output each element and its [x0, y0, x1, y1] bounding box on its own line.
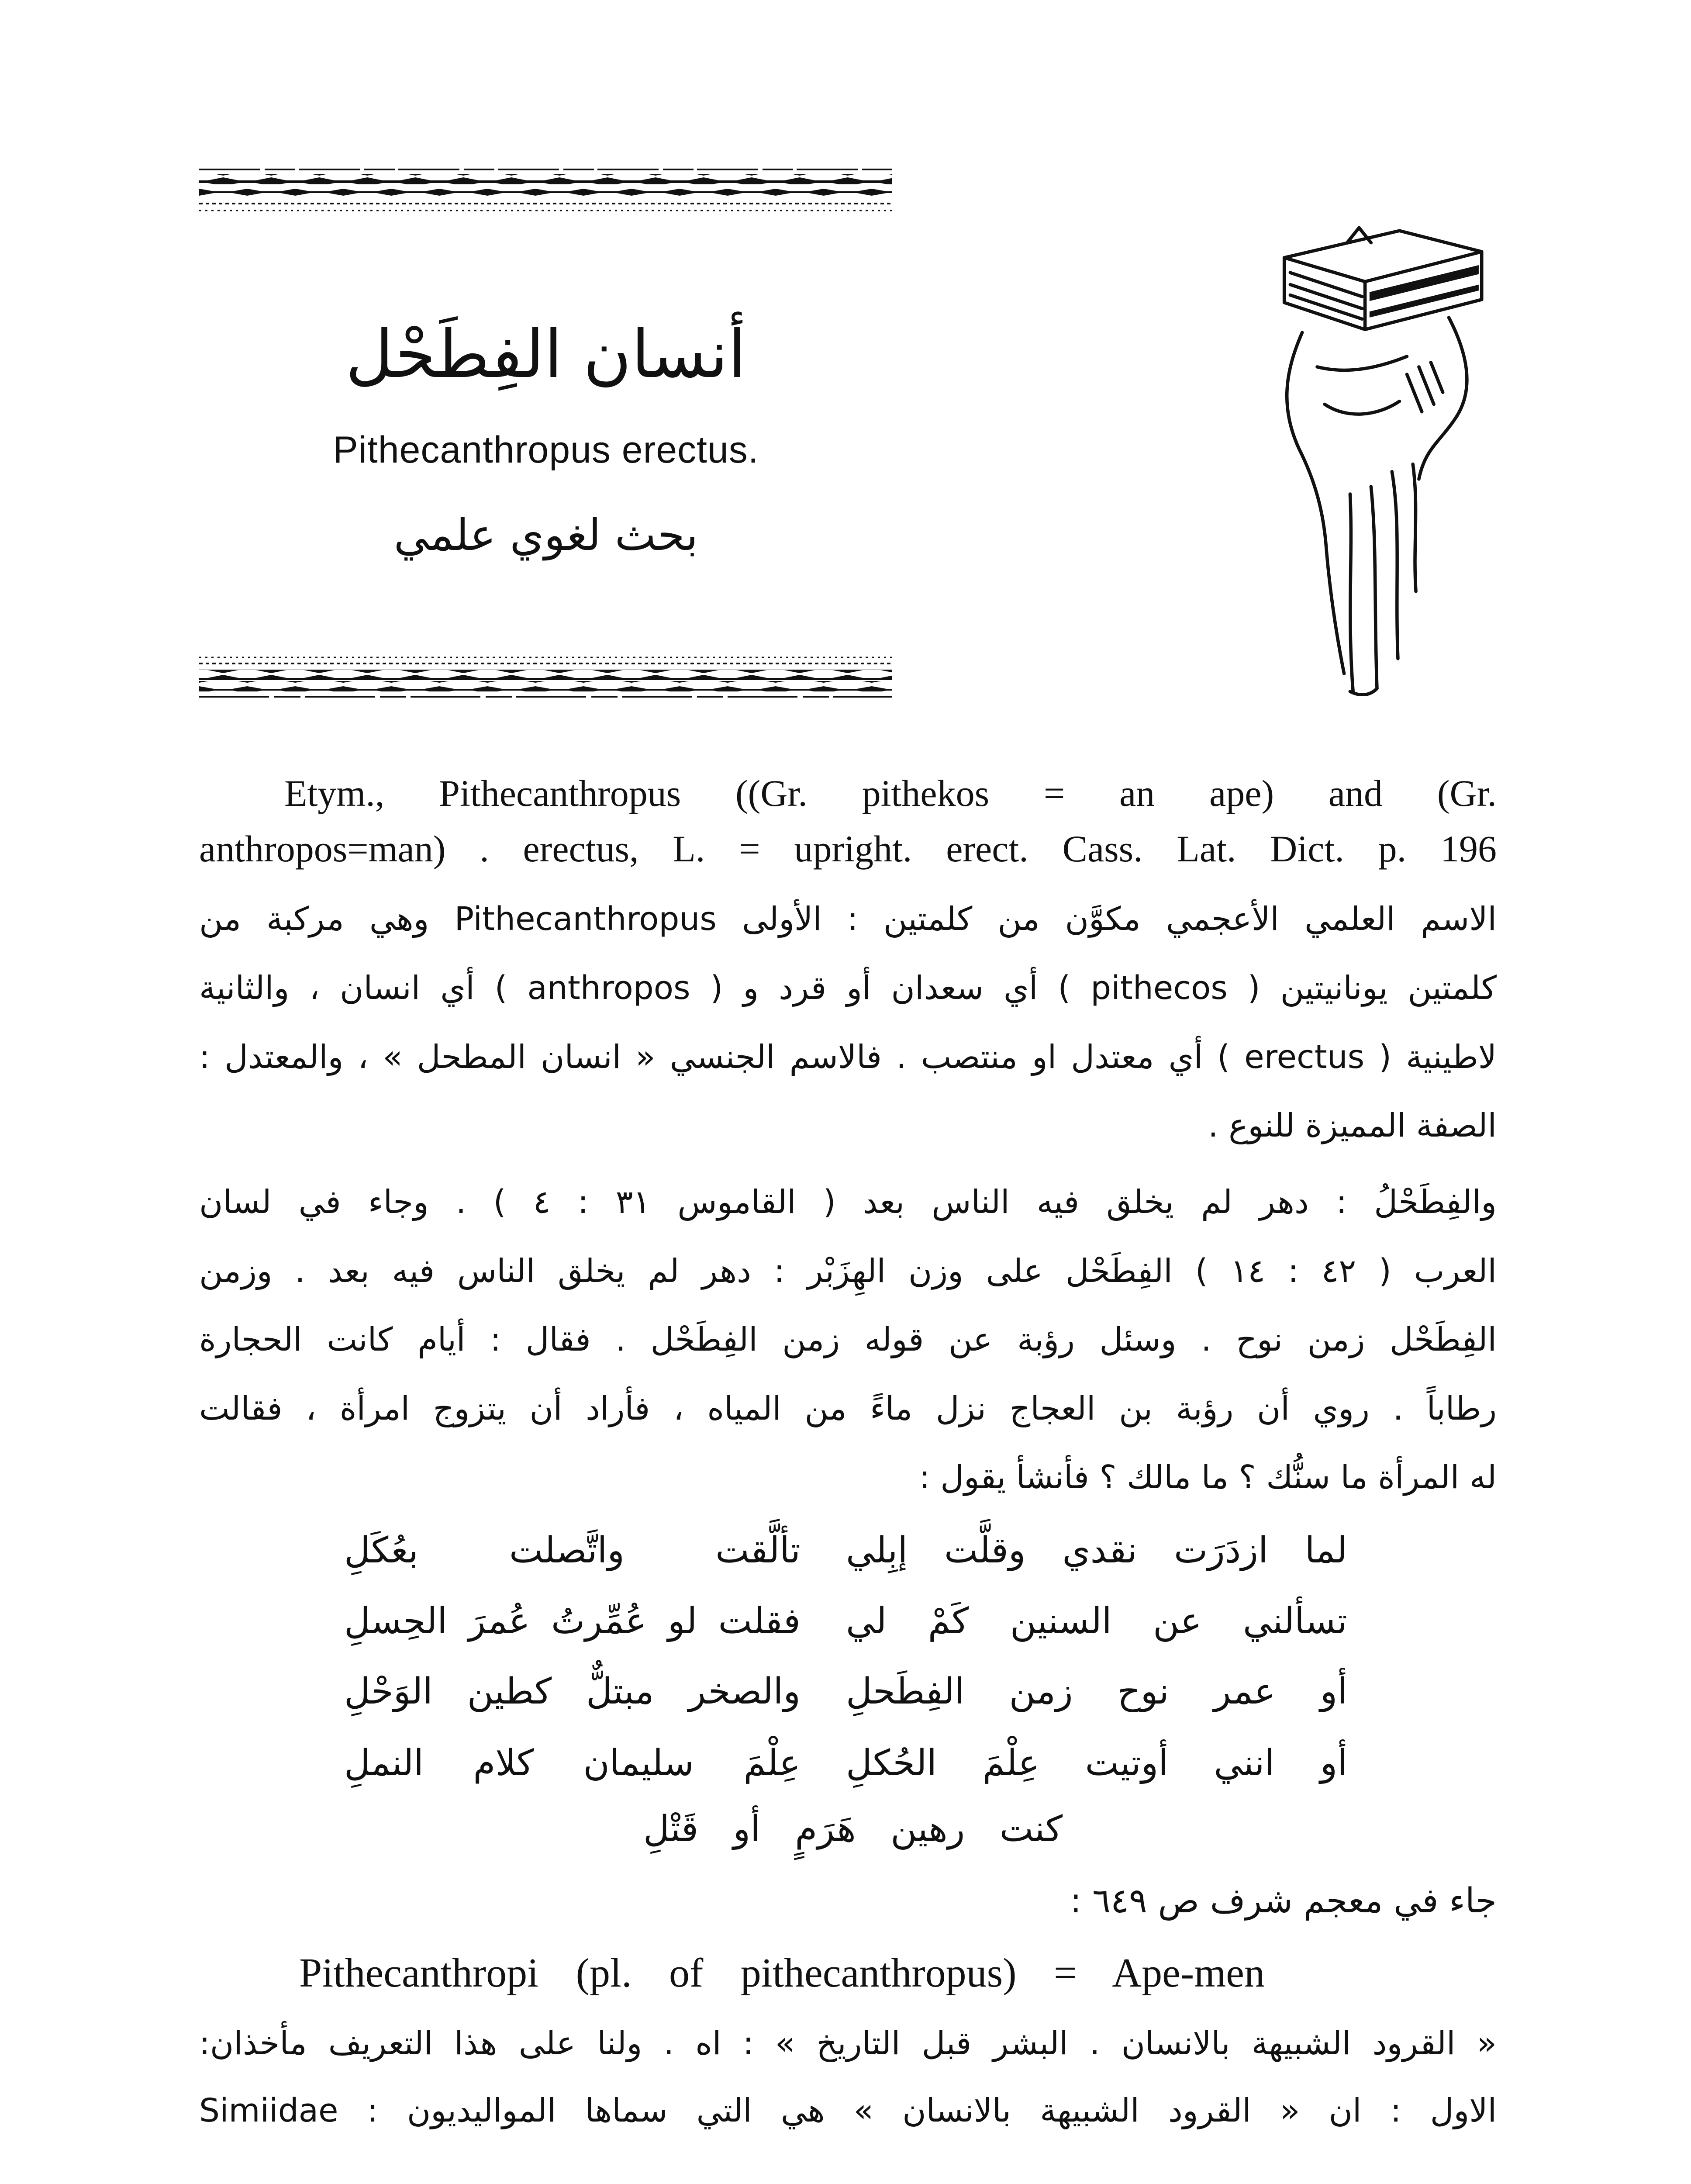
reference-line: جاء في معجم شرف ص ٦٤٩ : — [1070, 1881, 1497, 1921]
hand-holding-book-icon — [1257, 225, 1497, 696]
poem-verse-2-second: فقلت لو عُمِّرتُ عُمرَ الحِسلِ — [344, 1600, 801, 1642]
poem-verse-1-second: تألَّقت واتَّصلت بعُكَلِ — [344, 1530, 801, 1571]
poem-verse-1-first: لما ازدَرَت نقدي وقلَّت إبِلي — [846, 1530, 1347, 1571]
body-line-4: الصفة المميزة للنوع . — [1208, 1107, 1497, 1144]
body-line-2: كلمتين يونانيتين ( pithecos ) أي سعدان أو قرد و ( anthropos ) أي انسان ، والثانية — [199, 969, 1497, 1007]
body-line-5: والفِطَحْلُ : دهر لم يخلق فيه الناس بعد ( القاموس ٣١ : ٤ ) . وجاء في لسان — [199, 1183, 1497, 1221]
etymology-line-2: anthropos=man) . erectus, L. = upright. erect. Cass. Lat. Dict. p. 196 — [199, 828, 1497, 870]
poem-verse-3-second: والصخر مبتلٌّ كطين الوَحْلِ — [344, 1671, 801, 1712]
page-title: أنسان الفِطَحْل — [345, 317, 746, 393]
body-line-6: العرب ( ٤٢ : ١٤ ) الفِطَحْل على وزن الهِزَبْر : دهر لم يخلق الناس فيه بعد . وزمن — [199, 1252, 1497, 1290]
discussion-line-1: « القرود الشبيهة بالانسان . البشر قبل التاريخ » : اه . ولنا على هذا التعريف مأخذان: — [199, 2025, 1497, 2062]
poem-verse-2-first: تسألني عن السنين كَمْ لي — [846, 1600, 1347, 1642]
title-latin: Pithecanthropus erectus. — [333, 429, 759, 471]
poem-verse-4-second: عِلْمَ سليمان كلام النملِ — [344, 1742, 801, 1784]
body-line-3: لاطينية ( erectus ) أي معتدل او منتصب . فالاسم الجنسي « انسان المطحل » ، والمعتدل : — [199, 1038, 1497, 1076]
definition-line: Pithecanthropi (pl. of pithecanthropus) = Ape-men — [299, 1950, 1265, 1996]
body-line-8: رطاباً . روي أن رؤبة بن العجاج نزل ماءً من المياه ، فأراد أن يتزوج امرأة ، فقالت — [199, 1390, 1497, 1427]
poem-verse-4-first: أو انني أوتيت عِلْمَ الحُكلِ — [846, 1742, 1347, 1784]
poem-verse-3-first: أو عمر نوح زمن الفِطَحلِ — [846, 1671, 1347, 1712]
etymology-line-1: Etym., Pithecanthropus ((Gr. pithekos = an ape) and (Gr. — [284, 772, 1497, 814]
page-subtitle: بحث لغوي علمي — [393, 509, 698, 560]
top-ornamental-rule — [199, 166, 892, 218]
poem-closing-line: كنت رهين هَرَمٍ أو قَتْلِ — [643, 1808, 1063, 1850]
discussion-line-2: الاول : ان « القرود الشبيهة بالانسان » هي التي سماها المواليديون : Simiidae — [199, 2092, 1497, 2129]
body-line-9: له المرأة ما سنُّك ؟ ما مالك ؟ فأنشأ يقول : — [919, 1458, 1497, 1496]
body-line-1: الاسم العلمي الأعجمي مكوَّن من كلمتين : الأولى Pithecanthropus وهي مركبة من — [199, 900, 1497, 938]
bottom-ornamental-rule — [199, 653, 892, 701]
body-line-7: الفِطَحْل زمن نوح . وسئل رؤبة عن قوله زمن الفِطَحْل . فقال : أيام كانت الحجارة — [199, 1321, 1497, 1358]
